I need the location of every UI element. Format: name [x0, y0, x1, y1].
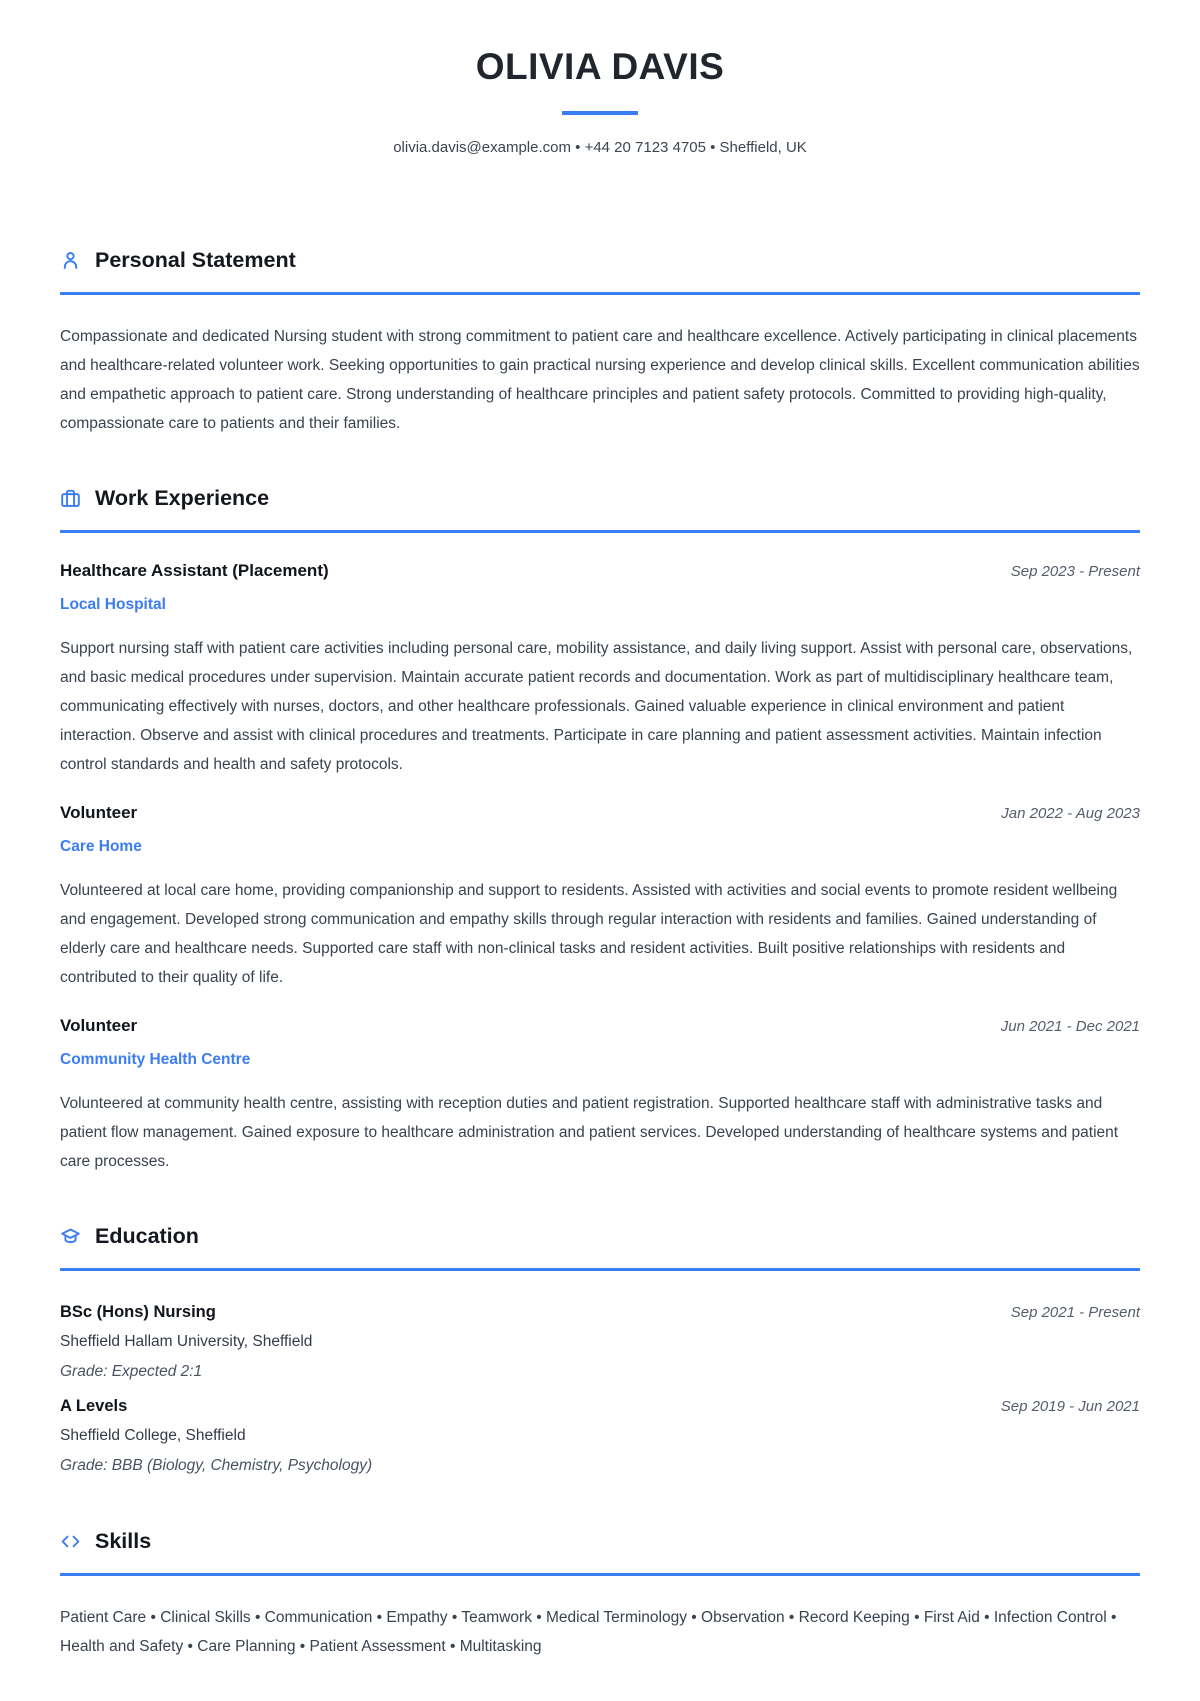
- job-entry: [60, 561, 1140, 779]
- person-icon: [60, 250, 81, 271]
- section-title-work-experience: Work Experience: [95, 486, 270, 510]
- personal-statement-text: Compassionate and dedicated Nursing student with strong commitment to patient care and healthcare excellence. Actively participating in clinical placements and healthcare-related volunteer work. Seeking opportunities to gain practical nursing experience and develop clinical skills. Excellent communication abilities and empathetic approach to patient care. Strong understanding of healthcare principles and patient safety protocols. Committed to providing high-quality, compassionate care to patients and their families.: [60, 328, 1140, 432]
- job-entry-head: [60, 1016, 1140, 1036]
- job-company: Local Hospital: [60, 596, 166, 613]
- education-header: [60, 1224, 1140, 1249]
- section-title-personal-statement: Personal Statement: [95, 248, 296, 272]
- job-description: Volunteered at community health centre, assisting with reception duties and patient registration. Supported healthcare staff with administrative tasks and patient flow management. Gained exposure to healthcare administration and patient services. Developed understanding of healthcare systems and patient care processes.: [60, 1095, 1119, 1170]
- code-icon: [60, 1531, 81, 1552]
- education-school: Sheffield Hallam University, Sheffield: [60, 1333, 313, 1350]
- contact-line: olivia.davis@example.com • +44 20 7123 4705 • Sheffield, UK: [393, 139, 807, 156]
- education-dates: Sep 2021 - Present: [1010, 1304, 1140, 1321]
- job-entry-head: [60, 803, 1140, 823]
- section-rule: [60, 1268, 1140, 1271]
- job-dates: Jun 2021 - Dec 2021: [1000, 1018, 1140, 1035]
- section-rule: [60, 530, 1140, 533]
- personal-statement-header: [60, 248, 1140, 273]
- section-title-skills: Skills: [95, 1529, 152, 1553]
- skills-text: Patient Care • Clinical Skills • Communication • Empathy • Teamwork • Medical Terminology • Observation • Record Keeping • First Aid • Infection Control • Health and Safety • Care Planning • Patient Assessment • Multitasking: [60, 1609, 1117, 1655]
- education-school: Sheffield College, Sheffield: [60, 1427, 246, 1444]
- education-degree: BSc (Hons) Nursing: [60, 1303, 216, 1321]
- job-title: Volunteer: [60, 1016, 138, 1035]
- briefcase-icon: [60, 488, 81, 509]
- section-education: [60, 1224, 1140, 1481]
- job-company: Community Health Centre: [60, 1051, 251, 1068]
- education-grade: Grade: Expected 2:1: [60, 1363, 203, 1380]
- resume-header: [60, 46, 1140, 156]
- job-entry: [60, 1016, 1140, 1176]
- job-entry: [60, 803, 1140, 992]
- education-entry-head: [60, 1297, 1140, 1327]
- section-title-education: Education: [95, 1224, 199, 1248]
- job-description: Volunteered at local care home, providing companionship and support to residents. Assisted with activities and social events to promote resident wellbeing and engagement. Developed strong communication and empathy skills through regular interaction with residents and families. Gained understanding of elderly care and healthcare needs. Supported care staff with non-clinical tasks and resident activities. Built positive relationships with residents and contributed to their quality of life.: [60, 882, 1118, 986]
- education-degree: A Levels: [60, 1397, 128, 1415]
- skills-header: [60, 1529, 1140, 1554]
- section-work-experience: [60, 486, 1140, 1176]
- job-title: Volunteer: [60, 803, 138, 822]
- section-personal-statement: [60, 248, 1140, 438]
- candidate-name: OLIVIA DAVIS: [475, 46, 725, 87]
- job-entry-head: [60, 561, 1140, 581]
- education-grade: Grade: BBB (Biology, Chemistry, Psychology): [60, 1457, 373, 1474]
- section-rule: [60, 292, 1140, 295]
- education-entry: [60, 1391, 1140, 1481]
- job-description: Support nursing staff with patient care activities including personal care, mobility assistance, and daily living support. Assist with personal care, observations, and basic medical procedures under supervision. Maintain accurate patient records and documentation. Work as part of multidisciplinary healthcare team, communicating effectively with nurses, doctors, and other healthcare professionals. Gained valuable experience in clinical environment and patient interaction. Observe and assist with clinical procedures and treatments. Participate in care planning and patient assessment activities. Maintain infection control standards and health and safety protocols.: [60, 640, 1133, 773]
- education-entry-head: [60, 1391, 1140, 1421]
- job-company: Care Home: [60, 838, 142, 855]
- education-dates: Sep 2019 - Jun 2021: [1000, 1398, 1140, 1415]
- section-skills: [60, 1529, 1140, 1661]
- job-dates: Sep 2023 - Present: [1010, 563, 1140, 580]
- work-experience-header: [60, 486, 1140, 511]
- job-title: Healthcare Assistant (Placement): [60, 561, 329, 580]
- education-entry: [60, 1297, 1140, 1387]
- section-rule: [60, 1573, 1140, 1576]
- graduation-cap-icon: [60, 1226, 81, 1247]
- name-underline-accent: [562, 111, 638, 115]
- job-dates: Jan 2022 - Aug 2023: [1001, 805, 1140, 822]
